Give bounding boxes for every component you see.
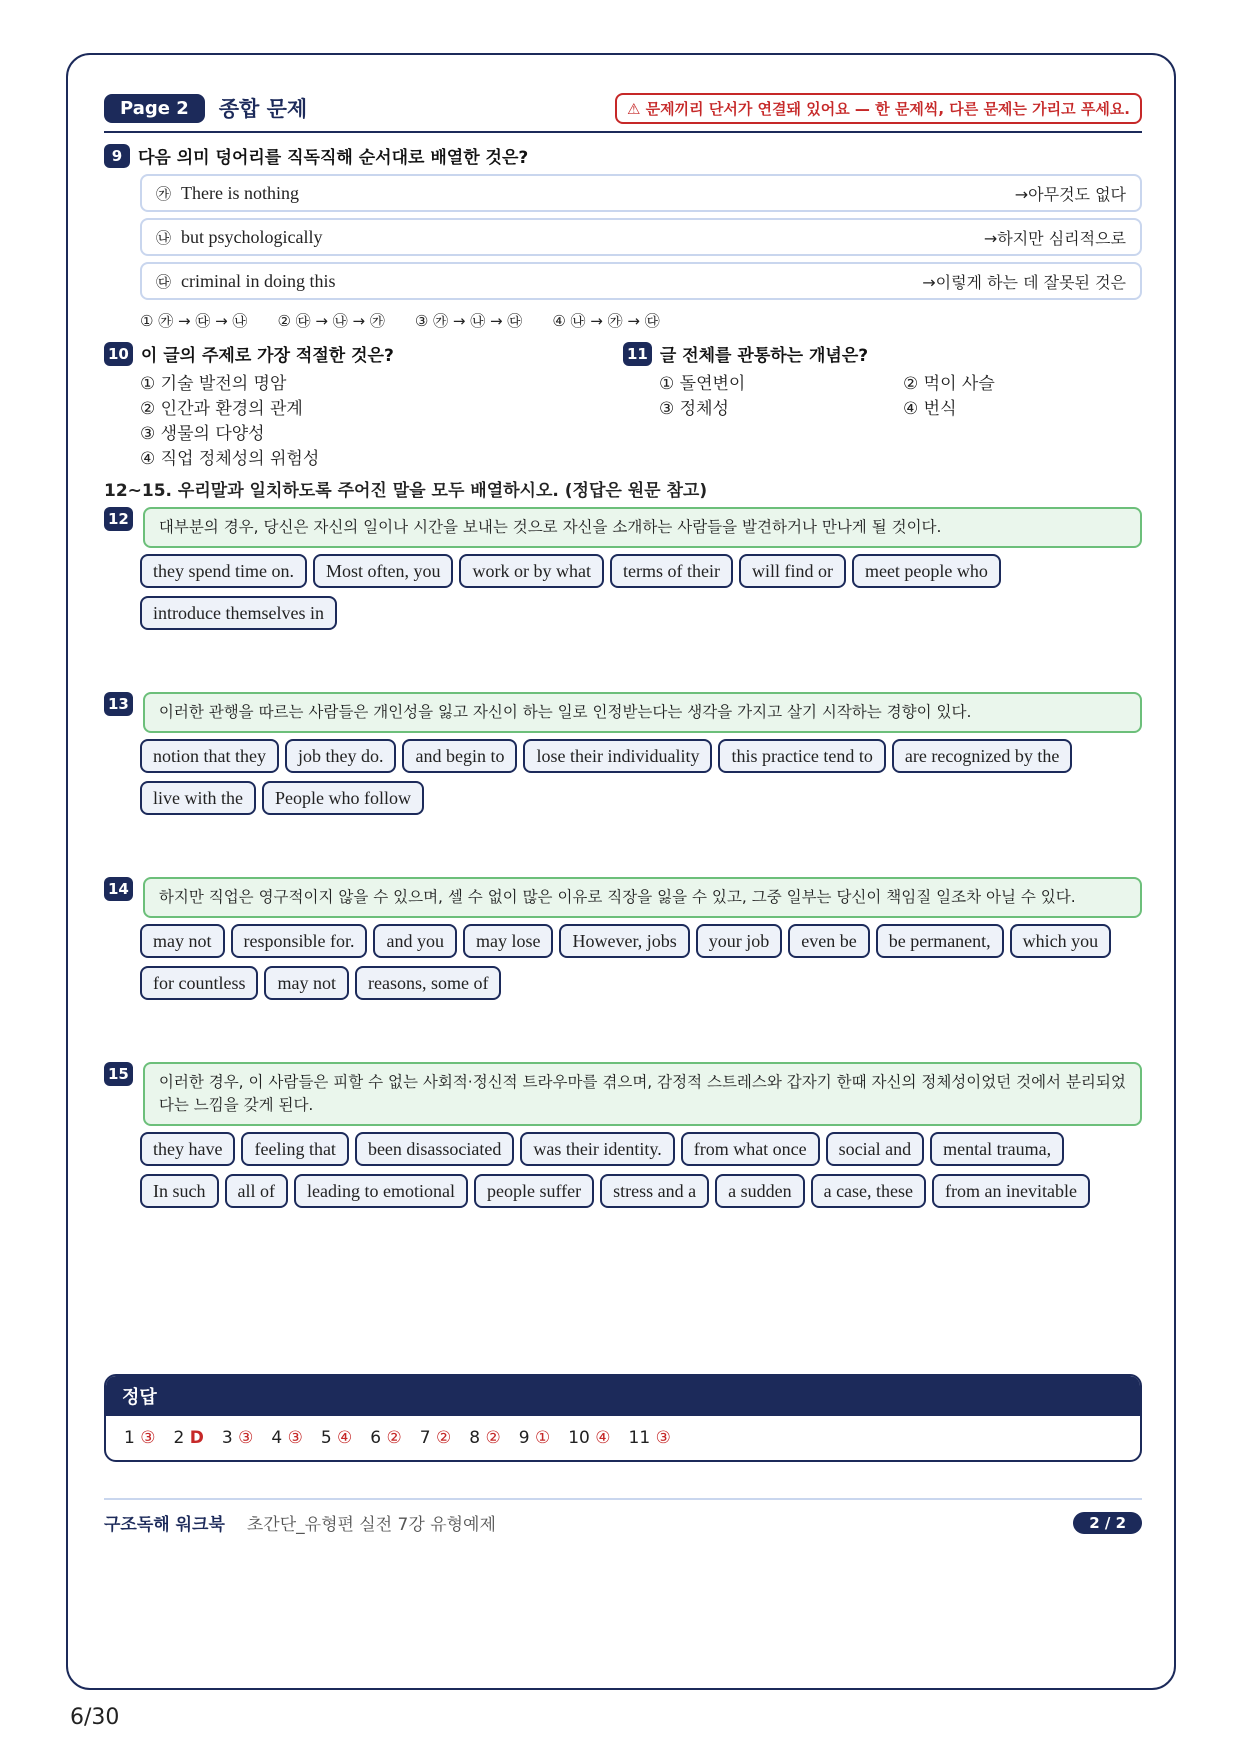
question-9 — [104, 143, 1142, 331]
word-chip[interactable]: work or by what — [459, 554, 603, 588]
word-chip[interactable]: stress and a — [600, 1174, 709, 1208]
segment-mark: ㉰ — [156, 272, 172, 291]
answer-item: 11 ③ — [628, 1428, 671, 1448]
word-chip[interactable]: may not — [264, 966, 349, 1000]
choice-3[interactable]: ③ ㉮ → ㉯ → ㉰ — [414, 312, 523, 330]
question-15 — [104, 1062, 1142, 1208]
word-chip[interactable]: from what once — [681, 1132, 820, 1166]
word-chip[interactable]: be permanent, — [876, 924, 1004, 958]
choice-1[interactable]: ① ㉮ → ㉰ → ㉯ — [140, 312, 248, 330]
answer-item: 10 ④ — [568, 1428, 611, 1448]
warning-banner: ⚠ 문제끼리 단서가 연결돼 있어요 — 한 문제씩, 다른 문제는 가리고 푸세요. — [615, 93, 1142, 124]
answer-item: 7 ② — [419, 1428, 452, 1448]
word-chips — [140, 1132, 1120, 1208]
page-badge: Page 2 — [104, 94, 205, 123]
question-12 — [104, 507, 1142, 630]
word-chip[interactable]: this practice tend to — [718, 739, 885, 773]
answer-item: 8 ② — [469, 1428, 501, 1448]
word-chip[interactable]: people suffer — [474, 1174, 594, 1208]
footer-page-badge: 2 / 2 — [1073, 1512, 1142, 1534]
option-4[interactable]: ④ 직업 정체성의 위험성 — [140, 449, 320, 469]
question-11 — [623, 341, 1142, 472]
question-number: 9 — [104, 144, 130, 168]
word-chip[interactable]: they spend time on. — [140, 554, 307, 588]
word-chip[interactable]: for countless — [140, 966, 258, 1000]
word-chip[interactable]: notion that they — [140, 739, 279, 773]
korean-prompt: 이러한 관행을 따르는 사람들은 개인성을 잃고 자신이 하는 일로 인정받는다는 생각을 가지고 살기 시작하는 경향이 있다. — [143, 692, 1142, 733]
footer-brand: 구조독해 워크북 — [104, 1515, 225, 1535]
worksheet-content — [104, 91, 1142, 1535]
answer-item: 3 ③ — [221, 1428, 254, 1448]
word-chip[interactable]: mental trauma, — [930, 1132, 1064, 1166]
word-chip[interactable]: your job — [696, 924, 783, 958]
word-chip[interactable]: feeling that — [241, 1132, 348, 1166]
segment-english: There is nothing — [181, 182, 299, 203]
section-title: 12~15. 우리말과 일치하도록 주어진 말을 모두 배열하시오. (정답은 원문 참고) — [104, 481, 708, 501]
segment-english: but psychologically — [181, 226, 323, 247]
question-13 — [104, 692, 1142, 815]
segment-row — [140, 174, 1142, 212]
option-4[interactable]: ④ 번식 — [903, 399, 957, 419]
word-chip[interactable]: meet people who — [852, 554, 1001, 588]
answer-item: 2 D — [173, 1428, 204, 1448]
document-page-number: 6/30 — [70, 1705, 120, 1730]
question-number: 14 — [104, 877, 133, 901]
word-chips — [140, 739, 1120, 815]
page-header — [104, 91, 1142, 133]
question-number: 13 — [104, 692, 133, 716]
segment-mark: ㉯ — [156, 228, 172, 247]
word-chip[interactable]: Most often, you — [313, 554, 454, 588]
option-3[interactable]: ③ 정체성 — [659, 399, 729, 419]
word-chip[interactable]: reasons, some of — [355, 966, 501, 1000]
segment-mark: ㉮ — [156, 184, 172, 203]
question-text: 다음 의미 덩어리를 직독직해 순서대로 배열한 것은? — [138, 148, 529, 168]
option-2[interactable]: ② 인간과 환경의 관계 — [140, 399, 303, 419]
option-3[interactable]: ③ 생물의 다양성 — [140, 424, 265, 444]
answer-key — [104, 1374, 1142, 1462]
segment-korean: →이렇게 하는 데 잘못된 것은 — [922, 272, 1126, 292]
questions-10-11 — [104, 341, 1142, 472]
word-chip[interactable]: may lose — [463, 924, 554, 958]
word-chip[interactable]: which you — [1010, 924, 1112, 958]
page-title: 종합 문제 — [218, 97, 308, 121]
worksheet-frame — [66, 53, 1176, 1690]
answer-choices — [140, 310, 1142, 331]
word-chip[interactable]: terms of their — [610, 554, 733, 588]
word-chip[interactable]: social and — [826, 1132, 924, 1166]
segment-english: criminal in doing this — [181, 270, 336, 291]
question-14 — [104, 877, 1142, 1000]
korean-prompt: 하지만 직업은 영구적이지 않을 수 있으며, 셀 수 없이 많은 이유로 직장을 잃을 수 있고, 그중 일부는 당신이 책임질 일조차 아닐 수 있다. — [143, 877, 1142, 918]
question-number: 12 — [104, 507, 133, 531]
word-chip[interactable]: will find or — [739, 554, 846, 588]
word-chip[interactable]: leading to emotional — [294, 1174, 468, 1208]
word-chips — [140, 554, 1120, 630]
option-1[interactable]: ① 기술 발전의 명암 — [140, 374, 287, 394]
answer-item: 5 ④ — [320, 1428, 353, 1448]
word-chip[interactable]: a sudden — [715, 1174, 804, 1208]
word-chip[interactable]: they have — [140, 1132, 235, 1166]
word-chips — [140, 924, 1120, 1000]
question-text: 이 글의 주제로 가장 적절한 것은? — [140, 346, 394, 366]
question-number: 15 — [104, 1062, 133, 1086]
word-chip[interactable]: People who follow — [262, 781, 424, 815]
answer-key-list — [106, 1416, 1140, 1460]
word-chip[interactable]: and begin to — [402, 739, 517, 773]
word-chip[interactable]: even be — [788, 924, 869, 958]
korean-prompt: 이러한 경우, 이 사람들은 피할 수 없는 사회적·정신적 트라우마를 겪으며, 감정적 스트레스와 갑자기 한때 자신의 정체성이었던 것에서 분리되었다는 느낌을 갖게 된다. — [143, 1062, 1142, 1126]
word-chip[interactable]: may not — [140, 924, 225, 958]
answer-item: 4 ③ — [271, 1428, 303, 1448]
word-chip[interactable]: job they do. — [285, 739, 397, 773]
word-chip[interactable]: responsible for. — [231, 924, 368, 958]
word-chip[interactable]: from an inevitable — [932, 1174, 1090, 1208]
word-chip[interactable]: was their identity. — [520, 1132, 674, 1166]
word-chip[interactable]: However, jobs — [559, 924, 689, 958]
footer-subtitle: 초간단_유형편 실전 7강 유형예제 — [246, 1515, 496, 1535]
choice-2[interactable]: ② ㉰ → ㉯ → ㉮ — [277, 312, 385, 330]
korean-prompt: 대부분의 경우, 당신은 자신의 일이나 시간을 보내는 것으로 자신을 소개하는 사람들을 발견하거나 만나게 될 것이다. — [143, 507, 1142, 548]
answer-item: 1 ③ — [124, 1428, 156, 1448]
question-number: 10 — [104, 342, 133, 366]
answer-key-title: 정답 — [106, 1376, 1140, 1416]
word-chip[interactable]: and you — [373, 924, 457, 958]
word-chip[interactable]: In such — [140, 1174, 219, 1208]
question-10 — [104, 341, 623, 472]
segment-korean: →하지만 심리적으로 — [983, 228, 1126, 248]
option-1[interactable]: ① 돌연변이 — [659, 374, 746, 394]
word-chip[interactable]: are recognized by the — [892, 739, 1072, 773]
segment-korean: →아무것도 없다 — [1014, 184, 1126, 204]
page-footer — [104, 1498, 1142, 1535]
answer-item: 6 ② — [370, 1428, 402, 1448]
answer-item: 9 ① — [518, 1428, 551, 1448]
choice-4[interactable]: ④ ㉯ → ㉮ → ㉰ — [552, 312, 660, 330]
word-chip[interactable]: a case, these — [811, 1174, 926, 1208]
question-number: 11 — [623, 342, 652, 366]
question-text: 글 전체를 관통하는 개념은? — [659, 346, 869, 366]
word-chip[interactable]: all of — [225, 1174, 289, 1208]
option-2[interactable]: ② 먹이 사슬 — [903, 374, 995, 394]
segment-row — [140, 262, 1142, 300]
word-chip[interactable]: introduce themselves in — [140, 596, 337, 630]
word-chip[interactable]: live with the — [140, 781, 256, 815]
segment-row — [140, 218, 1142, 256]
word-chip[interactable]: lose their individuality — [523, 739, 712, 773]
word-chip[interactable]: been disassociated — [355, 1132, 514, 1166]
